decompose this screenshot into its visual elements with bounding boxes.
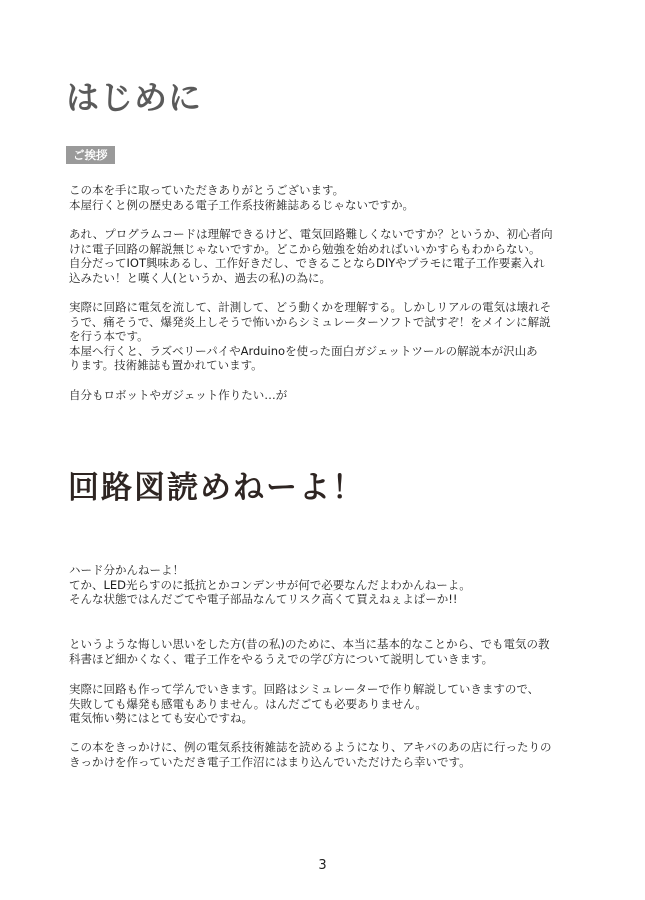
page-title: はじめに <box>66 78 202 117</box>
section-paragraph-3 <box>69 682 573 726</box>
text-line: けに電子回路の解説無じゃないですか。どこから勉強を始めればいいかすらもわからない。 <box>69 241 541 256</box>
greeting-badge: ご挨拶 <box>66 146 115 164</box>
text-line: この本をきっかけに、例の電気系技術雑誌を読めるようになり、アキバのあの店に行ったりの <box>69 740 552 754</box>
text-line: うで、痛そうで、爆発炎上しそうで怖いからシミュレーターソフトで試すぞ！をメインに解説 <box>69 314 551 329</box>
text-line: を行う本です。 <box>69 329 149 343</box>
text-line: きっかけを作っていただき電子工作沼にはまり込んでいただけたら幸いです。 <box>69 754 471 769</box>
text-line: あれ、プログラムコードは理解できるけど、電気回路難しくないですか？というか、初心者向 <box>69 227 553 241</box>
page-number: 3 <box>318 858 327 873</box>
text-line: 自分だってIOT興味あるし、工作好きだし、できることならDIYやプラモに電子工作要素入れ <box>69 256 545 270</box>
text-line: ります。技術雑誌も置かれています。 <box>69 358 263 372</box>
text-line: そんな状態ではんだごてや電子部品なんてリスク高くて買えねぇよぱーか!! <box>69 592 458 606</box>
section-paragraph-2 <box>69 637 573 666</box>
text-line: 失敗しても爆発も感電もありません。はんだごても必要ありません。 <box>69 696 427 711</box>
text-line: てか、LED光らすのに抵抗とかコンデンサが何で必要なんだよわかんねーよ。 <box>69 577 471 592</box>
section-paragraph-1 <box>69 563 573 607</box>
text-line: というような悔しい思いをした方(昔の私)のために、本当に基本的なことから、でも電気の教 <box>69 637 550 651</box>
text-line: 自分もロボットやガジェット作りたい…が <box>69 388 288 402</box>
text-line: 実際に回路も作って学んでいきます。回路はシミュレーターで作り解説していきますので、 <box>69 682 540 696</box>
text-line: 本屋行くと例の歴史ある電子工作系技術雑誌あるじゃないですか。 <box>69 197 414 212</box>
intro-paragraph-4 <box>69 388 573 403</box>
text-line: 込みたい！と嘆く人(というか、過去の私)の為に。 <box>69 270 331 285</box>
text-line: 本屋へ行くと、ラズベリーパイやArduinoを使った面白ガジェットツールの解説本が沢山あ <box>69 343 538 358</box>
intro-paragraph-1 <box>69 183 573 212</box>
text-line: この本を手に取っていただきありがとうございます。 <box>69 183 345 197</box>
text-line: 実際に回路に電気を流して、計測して、どう動くかを理解する。しかしリアルの電気は壊れそ <box>69 300 552 314</box>
section-paragraph-4 <box>69 740 573 769</box>
text-line: ハード分かんねーよ！ <box>69 563 184 577</box>
intro-paragraph-3 <box>69 300 573 373</box>
section-title: 回路図読めねーよ！ <box>68 470 365 506</box>
text-line: 科書ほど細かくなく、電子工作をやるうえでの学び方について説明していきます。 <box>69 651 494 666</box>
text-line: 電気怖い勢にはとても安心ですね。 <box>69 711 253 725</box>
intro-paragraph-2 <box>69 227 573 285</box>
